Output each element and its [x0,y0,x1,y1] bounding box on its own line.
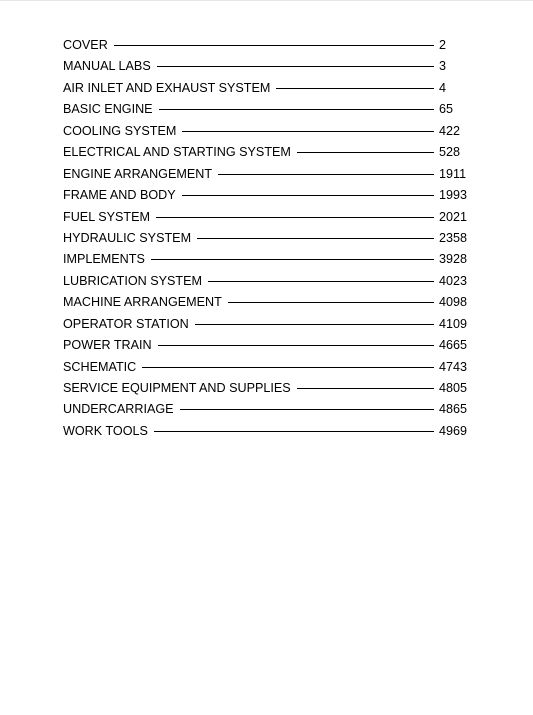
toc-entry-title: ELECTRICAL AND STARTING SYSTEM [63,145,291,160]
toc-entry-title: FRAME AND BODY [63,188,176,203]
toc-entry-machine-arrangement[interactable] [63,292,473,313]
toc-entry-engine-arrangement[interactable] [63,164,473,185]
toc-entry-basic-engine[interactable] [63,99,473,120]
toc-entry-title: OPERATOR STATION [63,316,189,331]
toc-entry-service-equipment-and-supplies[interactable] [63,378,473,399]
toc-leader-line [228,302,434,303]
toc-entry-page-number: 4865 [439,402,468,417]
toc-entry-title: LUBRICATION SYSTEM [63,273,203,288]
toc-entry-page-number: 4805 [439,381,468,395]
toc-leader-line [158,345,434,346]
toc-entry-air-inlet-and-exhaust-system[interactable] [63,78,473,99]
toc-leader-line [142,367,434,368]
toc-entry-title: COVER [63,38,108,52]
toc-entry-lubrication-system[interactable] [63,271,473,292]
toc-entry-title: ENGINE ARRANGEMENT [63,166,213,181]
toc-entry-title: HYDRAULIC SYSTEM [63,230,192,245]
toc-entry-cover[interactable] [63,35,473,56]
toc-entry-electrical-and-starting-system[interactable] [63,142,473,163]
toc-entry-cooling-system[interactable] [63,121,473,142]
toc-entry-power-train[interactable] [63,335,473,356]
toc-entry-page-number: 4098 [439,295,468,310]
toc-leader-line [276,88,434,89]
toc-entry-undercarriage[interactable] [63,399,473,420]
toc-leader-line [208,281,434,282]
toc-entry-page-number: 4023 [439,273,468,288]
toc-leader-line [180,409,434,410]
toc-leader-line [182,131,434,132]
toc-entry-page-number: 528 [439,145,461,160]
toc-entry-operator-station[interactable] [63,314,473,335]
toc-entry-page-number: 422 [439,123,461,138]
toc-leader-line [195,324,434,325]
toc-entry-manual-labs[interactable] [63,56,473,77]
toc-entry-page-number: 2021 [439,209,468,224]
toc-entry-frame-and-body[interactable] [63,185,473,206]
toc-entry-page-number: 4109 [439,316,468,331]
toc-entry-title: POWER TRAIN [63,338,152,353]
toc-entry-page-number: 4969 [439,423,468,438]
toc-leader-line [182,195,434,196]
toc-entry-title: SCHEMATIC [63,359,137,374]
toc-entry-title: MACHINE ARRANGEMENT [63,295,222,310]
toc-entry-page-number: 1993 [439,188,468,203]
toc-entry-title: AIR INLET AND EXHAUST SYSTEM [63,80,271,95]
toc-entry-title: MANUAL LABS [63,59,151,74]
toc-entry-fuel-system[interactable] [63,207,473,228]
toc-entry-title: IMPLEMENTS [63,252,145,267]
toc-entry-page-number: 1911 [439,166,467,181]
toc-entry-page-number: 4665 [439,338,468,353]
toc-entry-page-number: 3928 [439,252,468,267]
toc-entry-title: BASIC ENGINE [63,102,153,117]
toc-entry-title: WORK TOOLS [63,423,148,438]
toc-entry-schematic[interactable] [63,357,473,378]
toc-leader-line [151,259,434,260]
toc-leader-line [197,238,434,239]
toc-leader-line [159,109,434,110]
toc-entry-title: UNDERCARRIAGE [63,402,174,417]
toc-leader-line [154,431,434,432]
toc-entry-implements[interactable] [63,249,473,270]
toc-entry-title: FUEL SYSTEM [63,209,151,224]
toc-leader-line [156,217,434,218]
toc-entry-page-number: 4 [439,80,447,95]
toc-leader-line [114,45,434,46]
toc-entry-page-number: 2358 [439,230,468,245]
toc-entry-page-number: 3 [439,59,447,74]
toc-leader-line [297,388,434,389]
toc-entry-title: COOLING SYSTEM [63,123,177,138]
toc-entry-title: SERVICE EQUIPMENT AND SUPPLIES [63,381,291,395]
toc-leader-line [218,174,434,175]
toc-leader-line [157,66,434,67]
toc-entry-page-number: 65 [439,102,454,117]
table-of-contents [63,35,473,442]
toc-entry-work-tools[interactable] [63,421,473,442]
toc-entry-page-number: 2 [439,38,447,52]
toc-leader-line [297,152,434,153]
toc-entry-hydraulic-system[interactable] [63,228,473,249]
toc-entry-page-number: 4743 [439,359,468,374]
